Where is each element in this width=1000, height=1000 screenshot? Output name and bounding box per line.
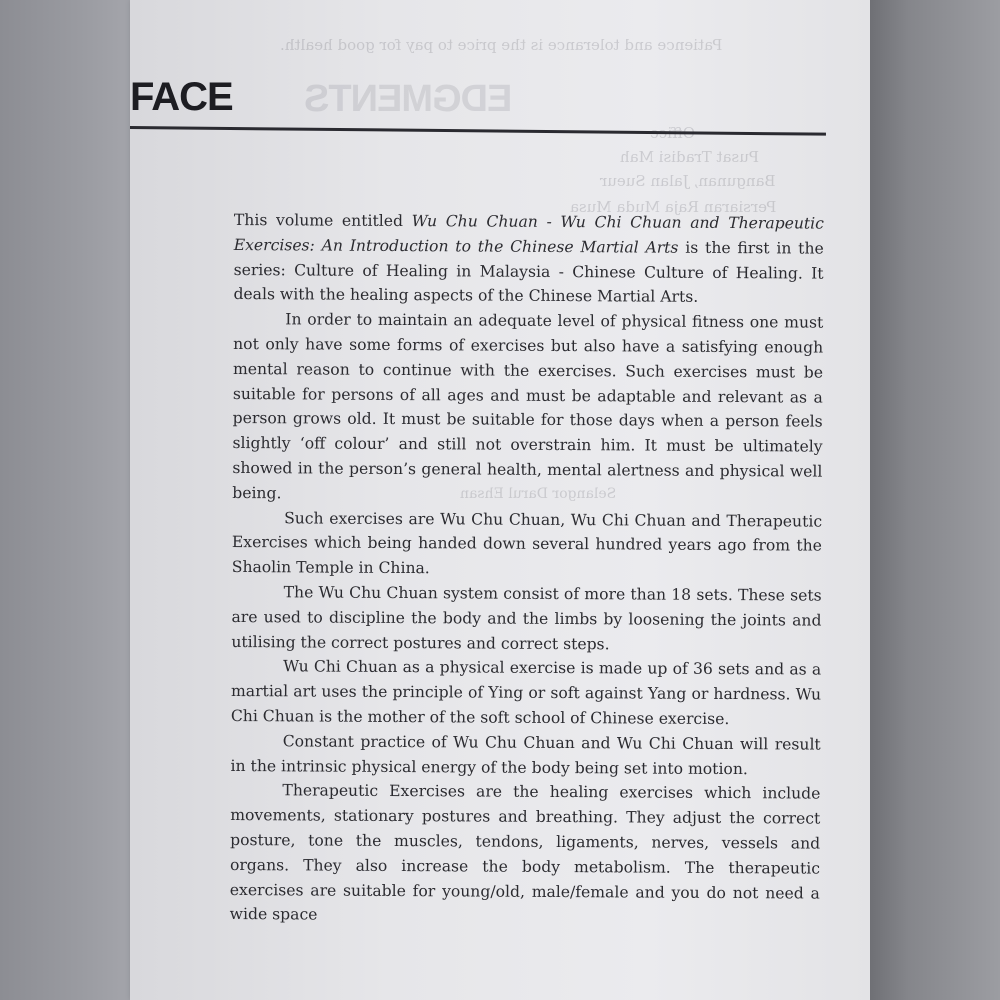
paragraph <box>232 506 822 584</box>
paragraph <box>231 729 821 782</box>
title-rule <box>130 126 826 136</box>
show-through-line: Pusat Tradisi Mah <box>620 148 759 166</box>
paragraph-text: This volume entitled <box>233 210 412 231</box>
show-through-line: Patience and tolerance is the price to pay for good health. <box>280 36 723 54</box>
paragraph-text: In order to maintain an adequate level of physical fitness one must not only have some forms of exercises but also have a satisfying enough mental reason to continue with the exercises. Such exercises must be suitable for persons of all ages and must be adaptable and relevant as a person grows old. It must be suitable for those days when a person feels slightly ‘off colour’ and still not overstrain him. It must be ultimately showed in the person’s general health, mental alertness and physical well being. <box>232 310 824 503</box>
chapter-title: FACE <box>130 75 233 119</box>
book-title-italic: Wu Chu Chuan - Wu Chi Chuan and Therapeutic Exercises: An Introduction to the Chinese Martial Arts <box>233 212 824 257</box>
paragraph-text: Wu Chi Chuan as a physical exercise is made up of 36 sets and as a martial art uses the principle of Ying or soft against Yang or hardness. Wu Chi Chuan is the mother of the soft school of Chinese exercise. <box>230 657 822 728</box>
show-through-line: Persiaran Raja Muda Musa <box>570 198 777 216</box>
paragraph-text: Constant practice of Wu Chu Chuan and Wu Chi Chuan will result in the intrinsic physical energy of the body being set into motion. <box>230 732 821 778</box>
show-through-heading: EDGMENTS <box>305 78 513 120</box>
paragraph-text: Such exercises are Wu Chu Chuan, Wu Chi Chuan and Therapeutic Exercises which being handed down several hundred years ago from the Shaolin Temple in China. <box>231 508 823 578</box>
paragraph-text: Therapeutic Exercises are the healing exercises which include movements, stationary postures and breathing. They adjust the correct posture, tone the muscles, tendons, ligaments, nerves, vessels and organs. They also increase the body metabolism. The therapeutic exercises are suitable for young/old, male/female and you do not need a wide space <box>229 781 821 924</box>
paragraph <box>232 307 823 509</box>
show-through-line: Bangunan, Jalan Sueur <box>600 172 776 190</box>
book-page <box>130 0 870 1000</box>
paragraph <box>231 580 821 658</box>
paragraph <box>233 208 824 311</box>
paragraph-text: The Wu Chu Chuan system consist of more than 18 sets. These sets are used to discipline the body and the limbs by loosening the joints and utilising the correct postures and correct steps. <box>231 583 822 653</box>
show-through-line: Selangor Darul Ehsan <box>460 486 617 502</box>
preface-body <box>230 208 824 931</box>
paragraph <box>231 654 821 732</box>
paragraph-text: is the first in the series: Culture of Healing in Malaysia - Chinese Culture of Healing. It deals with the healing aspects of the Chinese Martial Arts. <box>233 238 824 307</box>
paragraph <box>230 778 821 930</box>
page-edge-shadow <box>870 0 1000 1000</box>
